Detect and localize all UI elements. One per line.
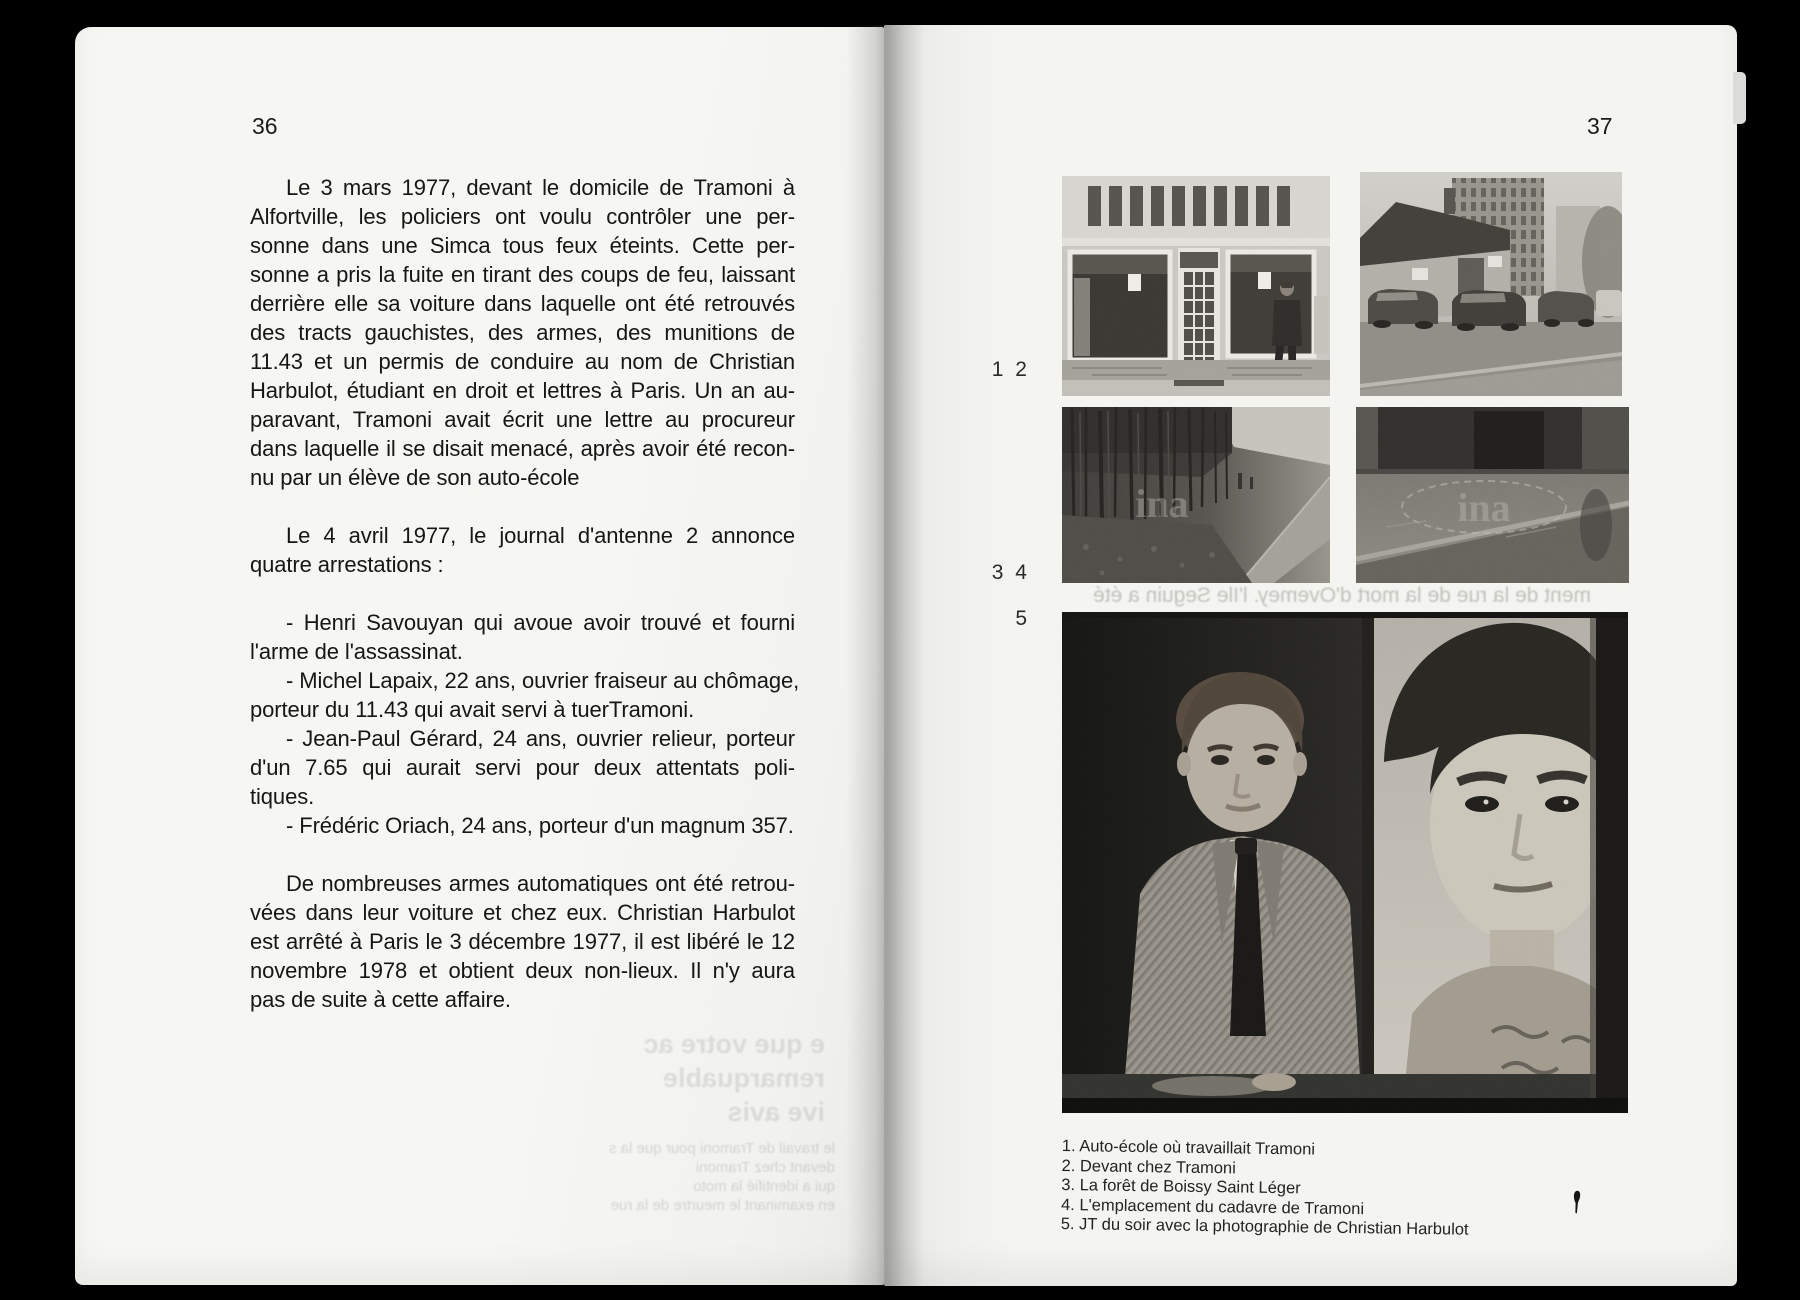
- text-line: nu par un élève de son auto-école: [250, 465, 580, 490]
- photo-caption: 1. Auto-école où travaillait Tramoni: [1061, 1137, 1316, 1159]
- text-line: Harbulot, étudiant en droit et lettres à Paris. Un an au-: [250, 378, 795, 403]
- text-line: 11.43 et un permis de conduire au nom de Christian: [250, 349, 795, 374]
- show-through-line-right: ment de la rue de la mort d'Ovemey. l'Ile Seguin a été: [1093, 584, 1591, 607]
- text-line: novembre 1978 et obtient deux non-lieux. Il n'y aura: [250, 958, 795, 983]
- text-line: Le 3 mars 1977, devant le domicile de Tramoni à: [286, 175, 795, 200]
- show-through-text-large: [495, 1027, 825, 1129]
- page-edge-stack: [75, 27, 129, 1285]
- text-line: des tracts gauchistes, des armes, des munitions de: [250, 320, 795, 345]
- page-number-right: 37: [1587, 113, 1613, 139]
- text-line: sonne a pris la fuite en tirant des coups de feu, laissant: [250, 262, 795, 287]
- show-through-line: qui a identifié la moto: [693, 1178, 835, 1195]
- photo-2-devant-chez-tramoni: [1360, 172, 1622, 396]
- text-line: dans laquelle il se disait menacé, après avoir été recon-: [250, 436, 795, 461]
- show-through-line: devant chez Tramoni: [695, 1159, 835, 1176]
- photo-5-jt-du-soir: [1062, 612, 1628, 1113]
- show-through-line: e que votre ac: [643, 1029, 825, 1059]
- text-line: est arrêté à Paris le 3 décembre 1977, il est libéré le 12: [250, 929, 795, 954]
- photo-caption: 5. JT du soir avec la photographie de Christian Harbulot: [1060, 1214, 1469, 1239]
- show-through-line: remarquable: [662, 1063, 825, 1093]
- text-line: derrière elle sa voiture dans laquelle ont été retrouvés: [250, 291, 795, 316]
- photo-ref-3-4: 3 4: [991, 561, 1030, 584]
- show-through-text-small: [505, 1139, 835, 1215]
- page-number-left: 36: [252, 113, 278, 139]
- photo-1-auto-ecole: [1062, 176, 1330, 396]
- ina-watermark: ina: [1457, 485, 1511, 530]
- page-corner-artifact: [1733, 72, 1746, 124]
- photo-captions: [1061, 1137, 1470, 1240]
- photo-caption: 4. L'emplacement du cadavre de Tramoni: [1060, 1195, 1365, 1218]
- text-line: - Frédéric Oriach, 24 ans, porteur d'un magnum 357.: [286, 813, 794, 838]
- text-line: sonne dans une Simca tous feux éteints. Cette per-: [250, 233, 795, 258]
- text-line: paravant, Tramoni avait écrit une lettre au procureur: [250, 407, 795, 432]
- ina-watermark: ina: [1135, 481, 1189, 526]
- ink-speck: [1571, 1190, 1583, 1216]
- text-line: Alfortville, les policiers ont voulu contrôler une per-: [250, 204, 795, 229]
- photo-3-foret: [1062, 407, 1330, 583]
- text-line: Le 4 avril 1977, le journal d'antenne 2 annonce: [286, 523, 795, 548]
- page-right: [884, 25, 1737, 1286]
- show-through-line: ive avis: [727, 1097, 825, 1127]
- photo-ref-5: 5: [1015, 607, 1030, 630]
- text-line: tiques.: [250, 784, 315, 809]
- show-through-line: en examinant le meurtre de la rue: [610, 1197, 835, 1214]
- text-line: d'un 7.65 qui aurait servi pour deux attentats poli-: [250, 755, 795, 780]
- body-text: [250, 173, 800, 1014]
- text-line: pas de suite à cette affaire.: [250, 987, 511, 1012]
- photo-caption: 3. La forêt de Boissy Saint Léger: [1061, 1175, 1301, 1198]
- photo-ref-1-2: 1 2: [991, 358, 1030, 381]
- text-line: vées dans leur voiture et chez eux. Christian Harbulot: [250, 900, 795, 925]
- photo-caption: 2. Devant chez Tramoni: [1061, 1156, 1236, 1177]
- text-line: De nombreuses armes automatiques ont été retrou-: [286, 871, 795, 896]
- page-left: [75, 27, 884, 1285]
- text-line: - Henri Savouyan qui avoue avoir trouvé et fourni: [286, 610, 795, 635]
- text-line: porteur du 11.43 qui avait servi à tuerTramoni.: [250, 697, 695, 722]
- text-line: - Jean-Paul Gérard, 24 ans, ouvrier relieur, porteur: [286, 726, 795, 751]
- text-line: l'arme de l'assassinat.: [250, 639, 463, 664]
- text-line: quatre arrestations :: [250, 552, 444, 577]
- show-through-line: le travail de Tramoni pour que la s: [609, 1140, 835, 1157]
- text-line: - Michel Lapaix, 22 ans, ouvrier fraiseur au chômage,: [286, 668, 800, 693]
- photo-4-emplacement-cadavre: [1356, 407, 1629, 583]
